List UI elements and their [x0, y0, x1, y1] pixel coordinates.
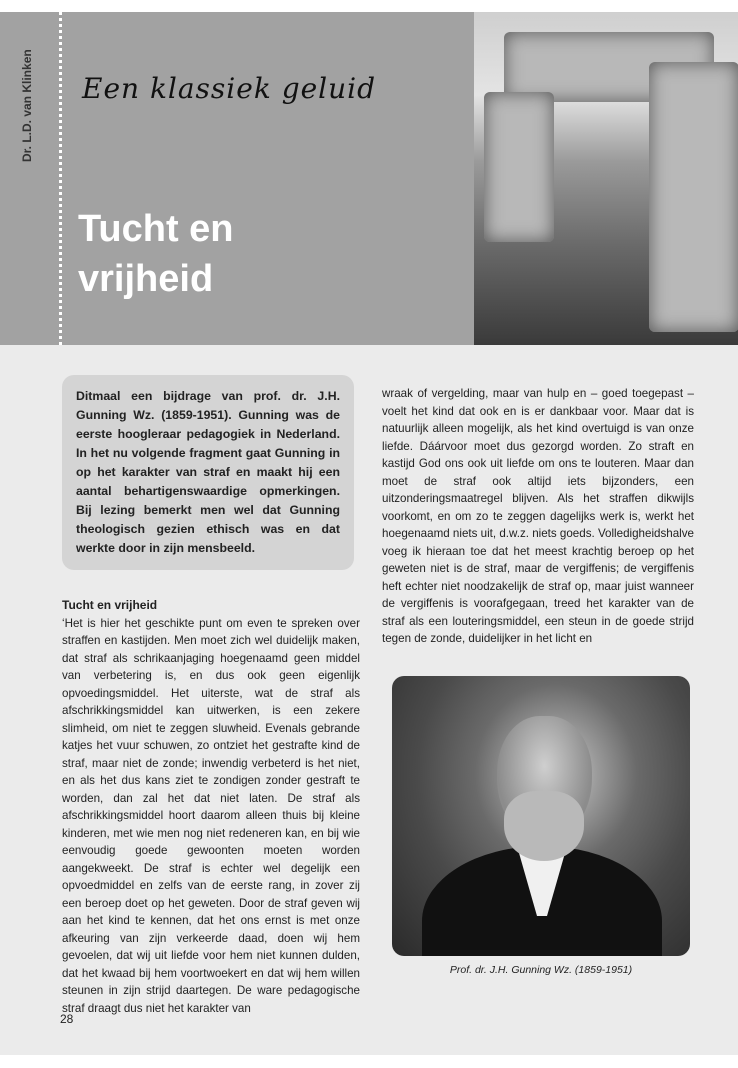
- dolmen-photo: [474, 12, 738, 345]
- magazine-page: [0, 12, 738, 1055]
- article-column-1: [62, 597, 360, 1017]
- section-kicker: Een klassiek geluid: [82, 72, 377, 105]
- article-subheading: Tucht en vrijheid: [62, 598, 158, 612]
- dotted-divider: [59, 12, 62, 345]
- article-text-2: wraak of vergelding, maar van hulp en – goed toegepast – voelt het kind dat ook en is er dankbaar voor. Maar dat is natuurlijk alleen mogelijk, als het kind overtuigd is van onze liefde. Dáárvoor moet dus gezorgd worden. Zo straft en kastijd God ons ook uit liefde om ons te louteren. Maar dan moet de straf ook altijd iets bijzonders, een uitzonderingsmaatregel blijven. Als het straffen dikwijls voorkomt, en om zo te zeggen dagelijks werk is, werkt het hoegenaamd niets uit, d.w.z. niets goeds. Volledigheidshalve voeg ik hieraan toe dat het meest krachtig beroep op het geweten niet is de straf, maar de vergiffenis; de vergiffenis heft echter niet noodzakelijk de straf op, maar juist wanneer de vergiffenis is voorafgegaan, treed het karakter van de straf als een louteringsmiddel, een steun in de goede strijd tegen de zonde, duidelijker in het licht en: [382, 387, 694, 645]
- article-column-2: [382, 385, 694, 648]
- article-text-1: ‘Het is hier het geschikte punt om even te spreken over straffen en kastijden. Men moet zich wel duidelijk maken, dat straf als schrikaanjaging hoegenaamd geen middel van verbetering is, en dus ook geen eigenlijk opvoedingsmiddel. Het uiterste, wat de straf als afschrikkingsmiddel kan uitwerken, is een zekere slimheid, om niet te zeggen sluwheid. Evenals gebrande katjes het vuur schuwen, zo ontziet het gestrafte kind de straf, maar niet de zonde; inwendig verbeterd is het niet, en als het dus kans ziet te zondigen zonder gestraft te worden, dan zal het dat niet laten. De straf als afschrikkingsmiddel hoort daarom alleen thuis bij kleine kinderen, met wie men nog niet redeneren kan, en bij wie eenvoudig goede gewoonten moeten worden aangekweekt. De straf is echter wel degelijk een opvoedmiddel en zelfs van de eerste rang, in zover zij een beroep doet op het geweten. Door de straf geven wij aan het kind te kennen, dat het ons ernst is met onze afkeuring van zijn verkeerde daad, doen wij hem gevoelen, dat wij uit liefde voor hem niet kunnen dulden, dat het kwaad bij hem voortwoekert en dat wij hem willen steunen in zijn strijd daartegen. De ware pedagogische straf draagt dus niet het karakter van: [62, 616, 360, 1015]
- page-number: 28: [60, 1012, 74, 1026]
- header-band: [0, 12, 474, 345]
- article-title: Tucht en vrijheid: [78, 208, 234, 300]
- portrait-caption: Prof. dr. J.H. Gunning Wz. (1859-1951): [449, 964, 633, 976]
- intro-box: Ditmaal een bijdrage van prof. dr. J.H. Gunning Wz. (1859-1951). Gunning was de eerste hoogleraar pedagogiek in Nederland. In het nu volgende fragment gaat Gunning in op het karakter van straf en maakt hij een aantal behartigenswaardige opmerkingen. Bij lezing bemerkt men wel dat Gunning theologisch gezien ethisch was en dat werkte door in zijn mensbeeld.: [62, 375, 354, 570]
- author-label: Dr. L.D. van Klinken: [20, 49, 34, 162]
- portrait-photo: [392, 676, 690, 956]
